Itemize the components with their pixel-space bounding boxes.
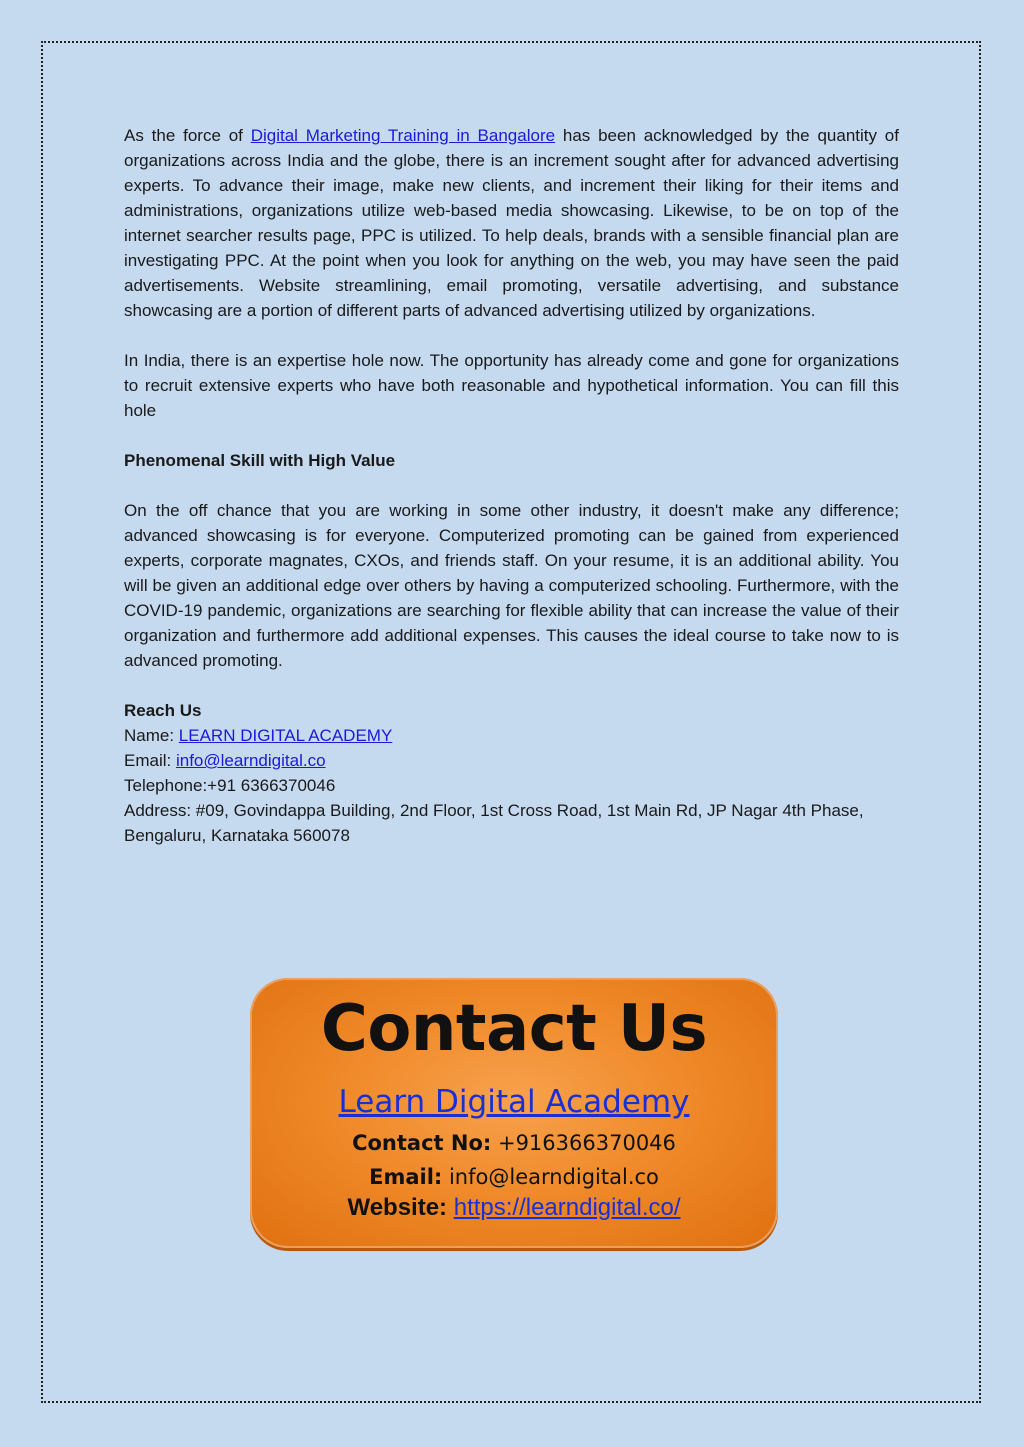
card-email-label: Email: bbox=[369, 1165, 443, 1189]
paragraph-skill: On the off chance that you are working in some other industry, it doesn't make any difference; advanced showcasing is for everyone. Computerized promoting can be gained from experienced experts, corporate magnates, CXOs, and friends staff. On your resume, it is an additional ability. You will be given an additional edge over others by having a computerized schooling. Furthermore, with the COVID-19 pandemic, organizations are searching for flexible ability that can increase the value of their organization and furthermore add additional expenses. This causes the ideal course to take now to is advanced promoting. bbox=[124, 501, 899, 670]
reach-email-line bbox=[124, 748, 899, 773]
email-link[interactable]: info@learndigital.co bbox=[175, 751, 326, 770]
academy-name-link[interactable]: LEARN DIGITAL ACADEMY bbox=[178, 726, 393, 745]
reach-us-title: Reach Us bbox=[124, 701, 202, 720]
email-label: Email: bbox=[124, 751, 176, 770]
paragraph-expertise: In India, there is an expertise hole now. The opportunity has already come and gone for organizations to recruit extensive experts who have both reasonable and hypothetical information. You can fill this hole bbox=[124, 351, 899, 420]
website-label: Website: bbox=[347, 1194, 448, 1221]
contact-phone-line bbox=[250, 1128, 778, 1158]
contact-us-card bbox=[250, 978, 778, 1248]
contact-email-line bbox=[250, 1162, 778, 1192]
reach-telephone-line: Telephone:+91 6366370046 bbox=[124, 776, 336, 795]
reach-us-block bbox=[124, 698, 899, 848]
contact-card-subtitle bbox=[250, 1082, 778, 1122]
digital-marketing-training-link[interactable]: Digital Marketing Training in Bangalore bbox=[250, 126, 556, 145]
intro-text-before: As the force of bbox=[124, 126, 251, 145]
intro-text-after: has been acknowledged by the quantity of organizations across India and the globe, there is an increment sought after for advanced advertising experts. To advance their image, make new clients, and increment their liking for their items and administrations, organizations utilize web-based media showcasing. Likewise, to be on top of the internet searcher results page, PPC is utilized. To help deals, brands with a sensible financial plan are investigating PPC. At the point when you look for anything on the web, you may have seen the paid advertisements. Website streamlining, email promoting, versatile advertising, and substance showcasing are a portion of different parts of advanced advertising utilized by organizations. bbox=[124, 126, 899, 320]
contact-website-line bbox=[250, 1193, 778, 1223]
phone-label: Contact No: bbox=[352, 1131, 492, 1155]
reach-name-line bbox=[124, 723, 899, 748]
website-link[interactable]: https://learndigital.co/ bbox=[453, 1194, 681, 1221]
section-heading: Phenomenal Skill with High Value bbox=[124, 451, 396, 470]
academy-name-text: Learn Digital Academy bbox=[338, 1084, 690, 1120]
contact-us-title: Contact Us bbox=[320, 992, 708, 1066]
paragraph-intro bbox=[124, 123, 899, 323]
article-body bbox=[124, 123, 899, 848]
name-label: Name: bbox=[124, 726, 179, 745]
phone-value: +916366370046 bbox=[491, 1131, 676, 1155]
reach-address-line: Address: #09, Govindappa Building, 2nd Floor, 1st Cross Road, 1st Main Rd, JP Nagar 4th Phase, Bengaluru, Karnataka 560078 bbox=[124, 801, 864, 845]
card-email-value: info@learndigital.co bbox=[442, 1165, 659, 1189]
